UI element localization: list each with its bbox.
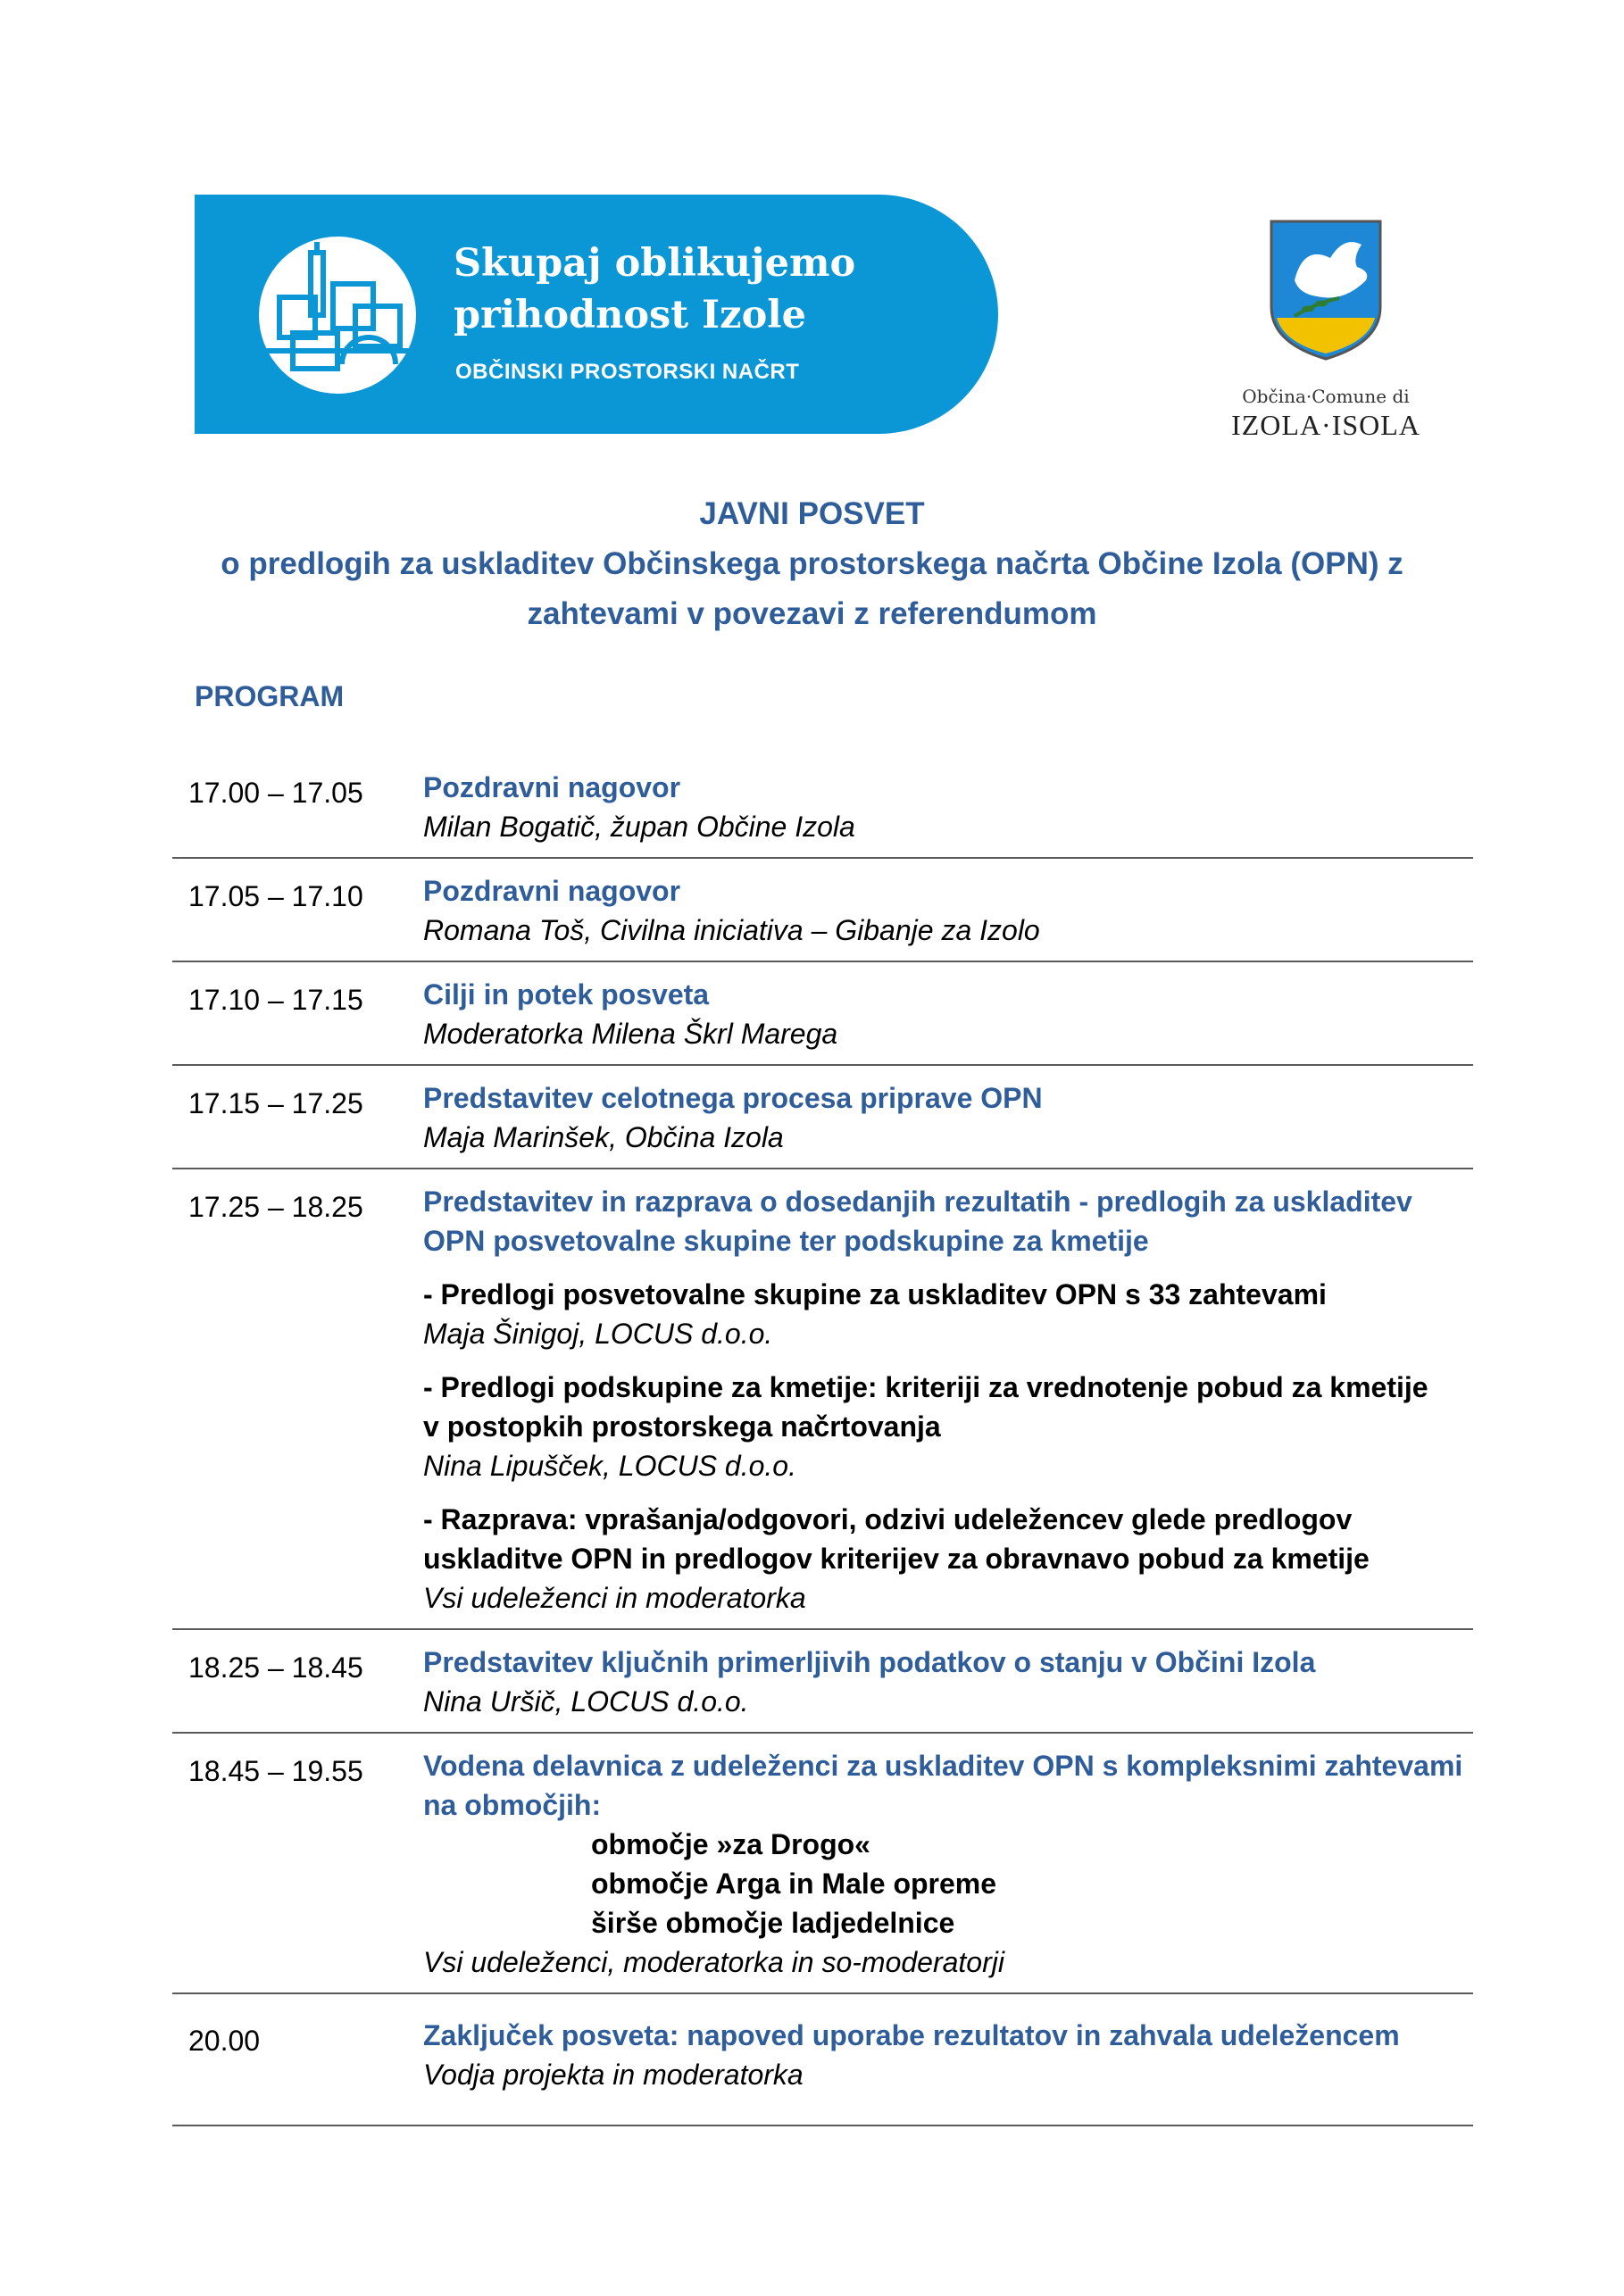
schedule-entry	[423, 1078, 1473, 1157]
municipality-name: IZOLA·ISOLA	[1231, 409, 1420, 441]
banner-subtitle: OBČINSKI PROSTORSKI NAČRT	[455, 360, 800, 384]
schedule-entries	[423, 975, 1473, 1064]
banner-title-line2: prihodnost Izole	[454, 293, 806, 337]
schedule-row	[172, 752, 1473, 859]
entry-title: Predstavitev ključnih primerljivih podatkov o stanju v Občini Izola	[423, 1646, 1316, 1678]
schedule-entry	[423, 1368, 1473, 1485]
schedule-entries	[423, 1643, 1473, 1732]
entry-title: Predstavitev in razprava o dosedanjih rezultatih - predlogih za uskladitev	[423, 1185, 1412, 1218]
workshop-area: širše območje ladjedelnice	[591, 1907, 955, 1939]
schedule-row	[172, 1734, 1473, 1994]
schedule-row	[172, 1630, 1473, 1734]
city-skyline-logo-icon	[257, 235, 418, 395]
entry-speaker: Vsi udeleženci, moderatorka in so-moderatorji	[423, 1946, 1004, 1978]
schedule-time: 20.00	[188, 2025, 261, 2057]
schedule-entry	[423, 1275, 1473, 1353]
schedule-entries	[423, 1182, 1473, 1628]
schedule-entries	[423, 871, 1473, 961]
schedule-entries	[423, 2016, 1473, 2105]
workshop-area: območje »za Drogo«	[591, 1828, 870, 1860]
schedule-entries	[423, 1746, 1473, 1992]
entry-title: - Razprava: vprašanja/odgovori, odzivi udeležencev glede predlogov	[423, 1503, 1353, 1535]
entry-title: Predstavitev celotnega procesa priprave OPN	[423, 1082, 1043, 1114]
entry-speaker: Vsi udeleženci in moderatorka	[423, 1582, 806, 1614]
schedule-row	[172, 1169, 1473, 1630]
workshop-area: območje Arga in Male opreme	[591, 1868, 997, 1900]
heading-line2: o predlogih za uskladitev Občinskega prostorskega načrta Občine Izola (OPN) z	[221, 546, 1403, 581]
coat-of-arms-dove-icon	[1268, 218, 1384, 362]
schedule-entry	[423, 2016, 1473, 2094]
schedule-entries	[423, 768, 1473, 857]
schedule-time: 17.25 – 18.25	[188, 1191, 363, 1223]
banner-title-line1: Skupaj oblikujemo	[454, 241, 856, 286]
entry-speaker: Nina Lipušček, LOCUS d.o.o.	[423, 1450, 796, 1482]
schedule-time: 17.15 – 17.25	[188, 1087, 363, 1119]
entry-speaker: Milan Bogatič, župan Občine Izola	[423, 811, 855, 843]
entry-speaker: Moderatorka Milena Škrl Marega	[423, 1018, 838, 1050]
schedule-time: 18.45 – 19.55	[188, 1755, 363, 1787]
schedule-row	[172, 1066, 1473, 1169]
schedule-time: 17.10 – 17.15	[188, 984, 363, 1016]
entry-title: Cilji in potek posveta	[423, 978, 710, 1011]
banner-title	[454, 237, 855, 341]
schedule-entry	[423, 1746, 1473, 1982]
schedule-row	[172, 962, 1473, 1066]
schedule-row	[172, 859, 1473, 962]
schedule-entries	[423, 1078, 1473, 1168]
entry-speaker: Vodja projekta in moderatorka	[423, 2059, 804, 2091]
schedule-entry	[423, 768, 1473, 846]
schedule-entry	[423, 1182, 1473, 1260]
entry-speaker: Maja Marinšek, Občina Izola	[423, 1121, 784, 1153]
program-schedule	[172, 752, 1473, 2126]
entry-title: na območjih:	[423, 1789, 602, 1821]
heading-line3: zahtevami v povezavi z referendumom	[527, 596, 1097, 631]
schedule-time: 17.00 – 17.05	[188, 777, 363, 809]
entry-title: Pozdravni nagovor	[423, 875, 681, 907]
municipality-name-small: Občina·Comune di	[1242, 386, 1410, 407]
entry-title: Vodena delavnica z udeleženci za uskladitev OPN s kompleksnimi zahtevami	[423, 1750, 1463, 1782]
schedule-row	[172, 1994, 1473, 2126]
schedule-entry	[423, 975, 1473, 1053]
entry-speaker: Maja Šinigoj, LOCUS d.o.o.	[423, 1318, 773, 1350]
entry-title: v postopkih prostorskega načrtovanja	[423, 1410, 941, 1443]
entry-title: OPN posvetovalne skupine ter podskupine za kmetije	[423, 1225, 1149, 1257]
schedule-entry	[423, 1643, 1473, 1721]
entry-title: Zaključek posveta: napoved uporabe rezultatov in zahvala udeležencem	[423, 2019, 1400, 2051]
heading-line1: JAVNI POSVET	[699, 496, 925, 531]
project-banner	[195, 195, 998, 434]
schedule-time: 18.25 – 18.45	[188, 1651, 363, 1684]
schedule-time: 17.05 – 17.10	[188, 880, 363, 912]
entry-title: uskladitve OPN in predlogov kriterijev za obravnavo pobud za kmetije	[423, 1543, 1370, 1575]
program-label: PROGRAM	[195, 680, 345, 712]
entry-speaker: Romana Toš, Civilna iniciativa – Gibanje za Izolo	[423, 914, 1040, 946]
entry-title: Pozdravni nagovor	[423, 771, 681, 803]
entry-speaker: Nina Uršič, LOCUS d.o.o.	[423, 1685, 749, 1718]
document-heading	[179, 489, 1445, 639]
schedule-entry	[423, 871, 1473, 950]
schedule-entry	[423, 1500, 1473, 1618]
entry-title: - Predlogi podskupine za kmetije: kriteriji za vrednotenje pobud za kmetije	[423, 1371, 1428, 1403]
entry-title: - Predlogi posvetovalne skupine za uskladitev OPN s 33 zahtevami	[423, 1278, 1327, 1310]
